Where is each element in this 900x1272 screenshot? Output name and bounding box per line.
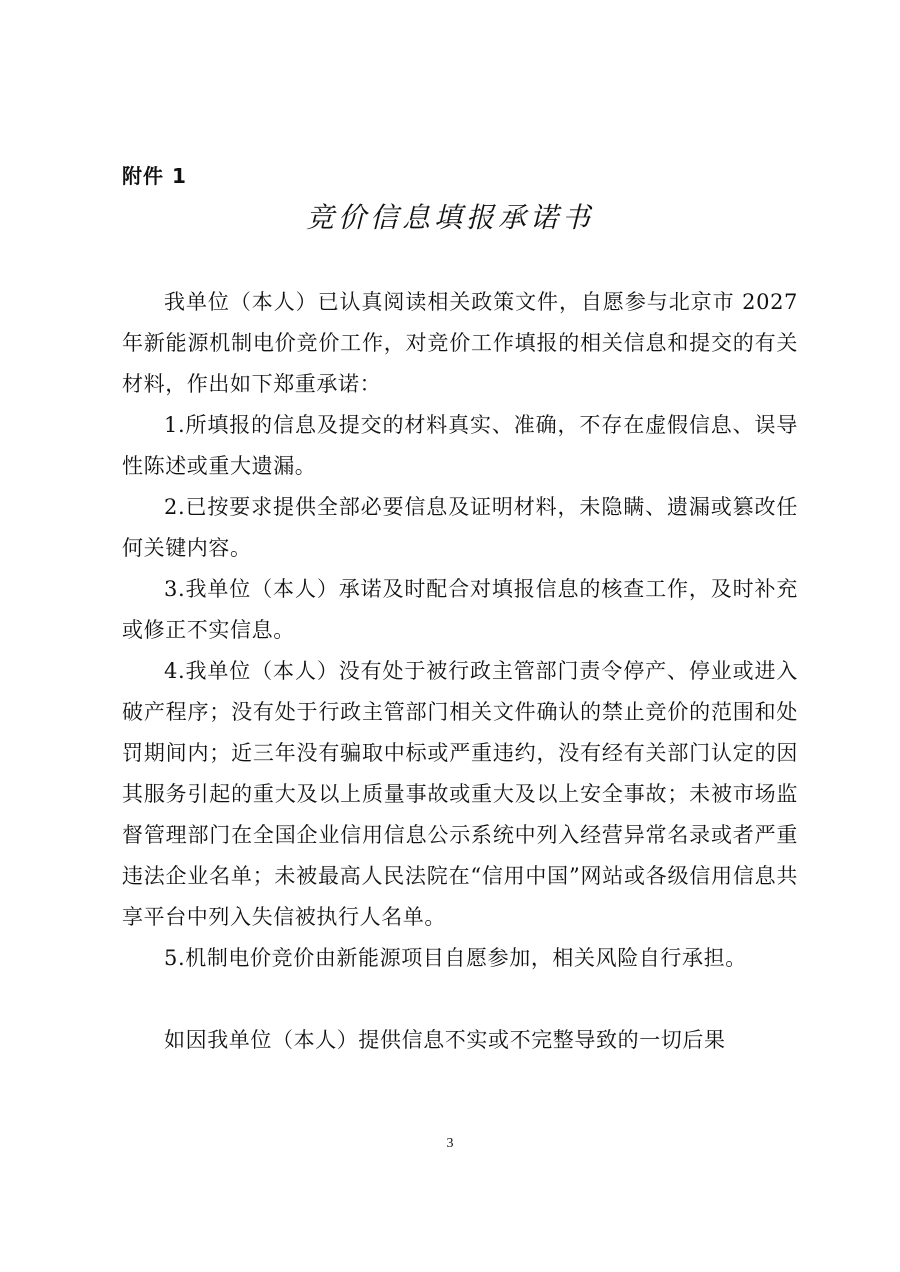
commitment-item-2: 2.已按要求提供全部必要信息及证明材料，未隐瞒、遗漏或篡改任何关键内容。 xyxy=(122,495,798,560)
commitment-item-1: 1.所填报的信息及提交的材料真实、准确，不存在虚假信息、误导性陈述或重大遗漏。 xyxy=(122,413,798,478)
commitment-body xyxy=(122,282,798,1061)
closing-paragraph: 如因我单位（本人）提供信息不实或不完整导致的一切后果 xyxy=(164,1028,726,1052)
intro-paragraph: 我单位（本人）已认真阅读相关政策文件，自愿参与北京市 2027 年新能源机制电价竞价工作，对竞价工作填报的相关信息和提交的有关材料，作出如下郑重承诺： xyxy=(122,290,798,396)
attachment-label: 附件 1 xyxy=(122,164,187,188)
commitment-item-5: 5.机制电价竞价由新能源项目自愿参加，相关风险自行承担。 xyxy=(164,946,747,970)
page-number: 3 xyxy=(446,1136,454,1151)
commitment-item-3: 3.我单位（本人）承诺及时配合对填报信息的核查工作，及时补充或修正不实信息。 xyxy=(122,577,798,642)
document-title: 竞价信息填报承诺书 xyxy=(305,201,594,234)
commitment-item-4: 4.我单位（本人）没有处于被行政主管部门责令停产、停业或进入破产程序；没有处于行政主管部门相关文件确认的禁止竞价的范围和处罚期间内；近三年没有骗取中标或严重违约，没有经有关部门认定的因其服务引起的重大及以上质量事故或重大及以上安全事故；未被市场监督管理部门在全国企业信用信息公示系统中列入经营异常名录或者严重违法企业名单；未被最高人民法院在“信用中国”网站或各级信用信息共享平台中列入失信被执行人名单。 xyxy=(122,659,798,929)
